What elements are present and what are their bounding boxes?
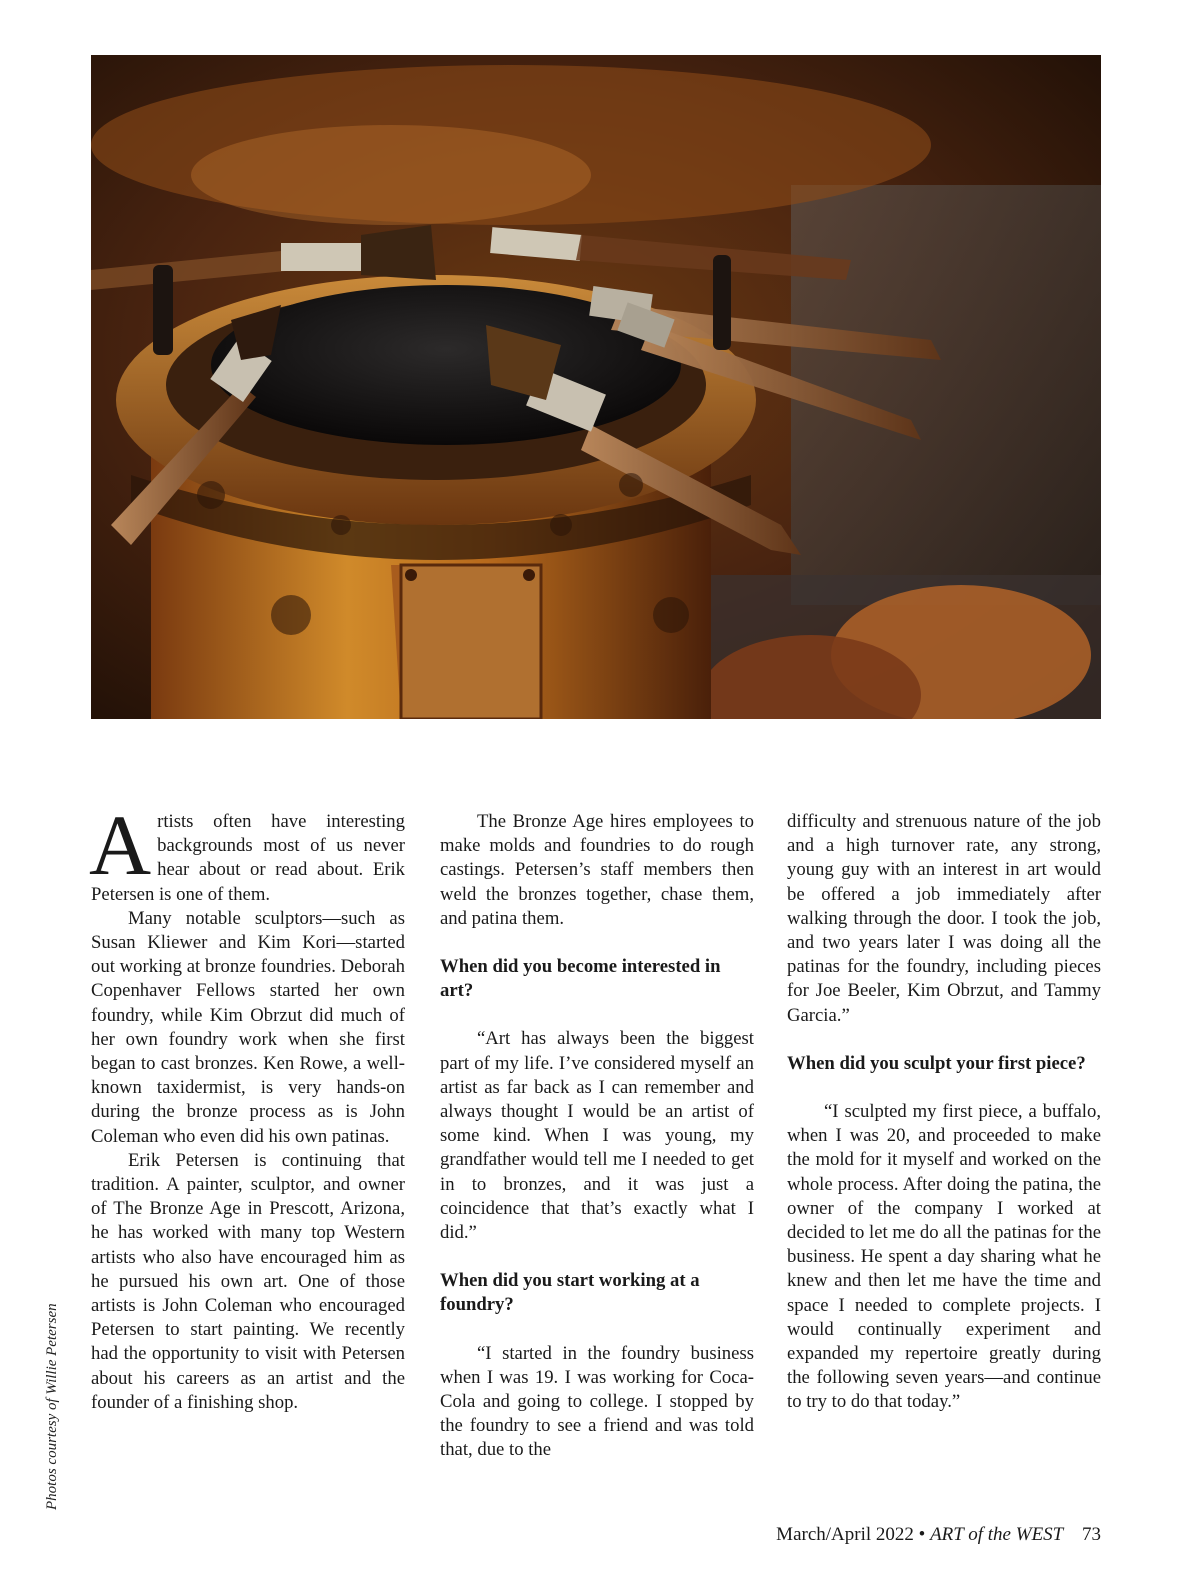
issue-date: March/April 2022 xyxy=(776,1524,914,1545)
page-number: 73 xyxy=(1082,1524,1101,1545)
photo-credit: Photos courtesy of Willie Petersen xyxy=(44,1303,60,1510)
interview-answer: “I sculpted my first piece, a buffalo, when I was 20, and proceeded to make the mold for it myself and worked on the whole process. After doing the patina, the owner of the company I worked at decided to let me do all the patinas for the business. He spent a day sharing what he knew and then let me have the time and space I needed to complete projects. I would continually experiment and expanded my repertoire greatly during the following seven years—and continue to try to do that today.” xyxy=(787,1101,1101,1413)
article-column-2 xyxy=(440,810,754,1463)
patina-brushes-photo xyxy=(91,55,1101,719)
article-photo xyxy=(91,55,1101,719)
paragraph: Erik Petersen is continuing that tradition. A painter, sculptor, and owner of The Bronze Age in Prescott, Arizona, he has worked with many top Western artists who also have encouraged him as he pursued his own art. One of those artists is John Coleman who encouraged Petersen to start painting. We recently had the opportunity to visit with Petersen about his careers as an artist and the founder of a finishing shop. xyxy=(91,1149,405,1413)
article-column-3 xyxy=(787,810,1101,1415)
page-footer xyxy=(776,1524,1101,1546)
paragraph: Many notable sculptors—such as Susan Kliewer and Kim Kori—started out working at bronze foundries. Deborah Copenhaver Fellows started her own foundry, while Kim Obrzut did much of her own foundry work when she first began to cast bronzes. Ken Rowe, a well-known taxidermist, is very hands-on during the bronze process as is John Coleman who even did his own patinas. xyxy=(91,907,405,1147)
intro-paragraph xyxy=(89,797,405,907)
interview-question: When did you start working at a foundry? xyxy=(440,1270,700,1316)
drop-cap: A xyxy=(89,797,152,893)
interview-answer: “Art has always been the biggest part of my life. I’ve considered myself an artist as far back as I can remember and always thought I would be an artist of some kind. When I was young, my grandfather would tell me I needed to get in to bronzes, and it was just a coincidence that that’s exactly what I did.” xyxy=(440,1028,754,1244)
magazine-name: ART of the WEST xyxy=(930,1524,1064,1545)
article-column-1 xyxy=(89,797,405,1415)
intro-text: rtists often have interesting backgrounds most of us never hear about or read about. Erik Petersen is one of them. xyxy=(91,811,405,905)
interview-answer-continued: difficulty and strenuous nature of the job and a high turnover rate, any strong, young guy with an interest in art would be offered a job immediately after walking through the door. I took the job, and two years later I was doing all the patinas for the foundry, including pieces for Joe Beeler, Kim Obrzut, and Tammy Garcia.” xyxy=(787,811,1101,1026)
footer-bullet: • xyxy=(918,1524,926,1545)
interview-question: When did you become interested in art? xyxy=(440,956,721,1002)
interview-question: When did you sculpt your first piece? xyxy=(787,1052,1086,1074)
paragraph: The Bronze Age hires employees to make molds and foundries to do rough castings. Petersen’s staff members then weld the bronzes together, chase them, and patina them. xyxy=(440,811,754,929)
interview-answer: “I started in the foundry business when I was 19. I was working for Coca-Cola and going to college. I stopped by the foundry to see a friend and was told that, due to the xyxy=(440,1342,754,1461)
